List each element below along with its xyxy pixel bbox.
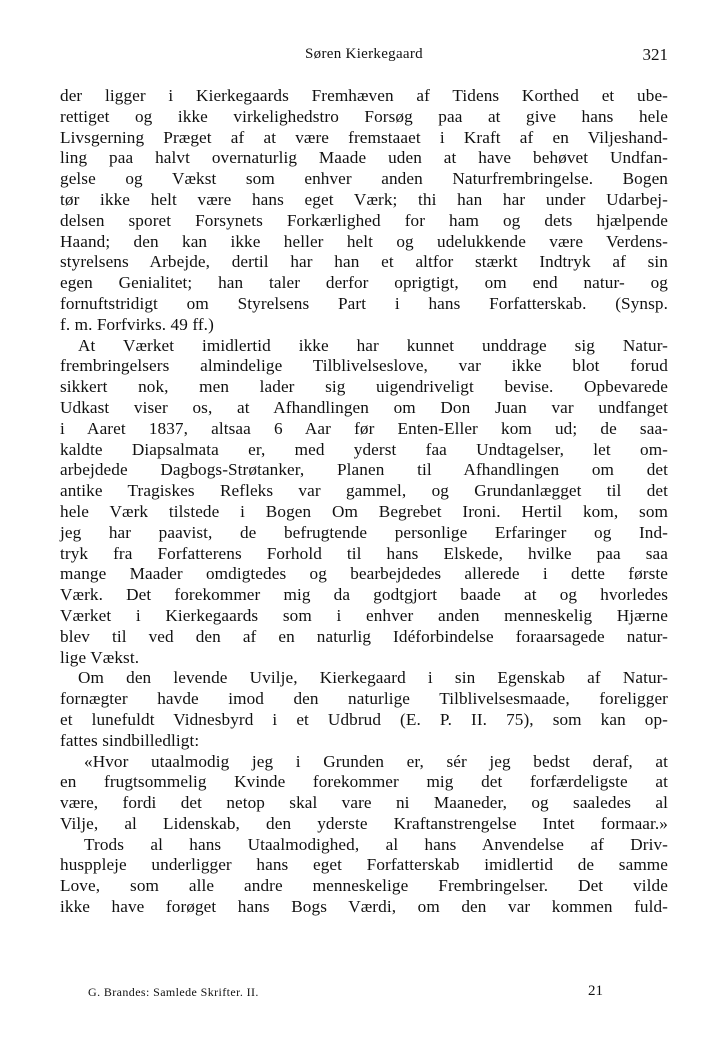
quotation <box>60 752 668 835</box>
text-line: hele Værk tilstede i Bogen Om Begrebet Ironi. Hertil kom, som <box>60 501 668 521</box>
running-title: Søren Kierkegaard <box>305 46 423 62</box>
text-line: husppleje underligger hans eget Forfatterskab imidlertid de samme <box>60 855 668 875</box>
text-line: tør ikke helt være hans eget Værk; thi han har under Udarbej- <box>60 189 668 209</box>
quote-line: Vilje, al Lidenskab, den yderste Kraftanstrengelse Intet formaar.» <box>60 813 668 833</box>
text-line: egen Genialitet; han taler derfor oprigtigt, om end natur- og <box>60 273 668 293</box>
text-line: fornuftstridigt om Styrelsens Part i hans Forfatterskab. (Synsp. <box>60 293 668 313</box>
body-text <box>60 86 668 918</box>
text-line: gelse og Vækst som enhver anden Naturfrembringelse. Bogen <box>60 169 668 189</box>
text-line: Værk. Det forekommer mig da godtgjort baade at og hvorledes <box>60 585 668 605</box>
quote-line: «Hvor utaalmodig jeg i Grunden er, sér jeg bedst deraf, at <box>84 751 668 771</box>
text-line: i Aaret 1837, altsaa 6 Aar før Enten-Eller kom ud; de saa- <box>60 418 668 438</box>
text-line: delsen sporet Forsynets Forkærlighed for ham og dets hjælpende <box>60 210 668 230</box>
text-line: rettiget og ikke virkelighedstro Forsøg paa at give hans hele <box>60 106 668 126</box>
text-line: antike Tragiskes Refleks var gammel, og Grundanlægget til det <box>60 481 668 501</box>
signature-mark: 21 <box>588 983 603 999</box>
text-line: frembringelsers almindelige Tilblivelseslove, var ikke blot forud <box>60 356 668 376</box>
text-line: Haand; den kan ikke heller helt og udelukkende være Verdens- <box>60 231 668 251</box>
page-number: 321 <box>642 45 668 64</box>
text-line: styrelsens Arbejde, dertil har han et altfor stærkt Indtryk af sin <box>60 252 668 272</box>
running-header <box>60 46 668 70</box>
text-line: blev til ved den af en naturlig Idéforbindelse foraarsagede natur- <box>60 626 668 646</box>
quote-line: en frugtsommelig Kvinde forekommer mig det forfærdeligste at <box>60 772 668 792</box>
text-line: At Værket imidlertid ikke har kunnet unddrage sig Natur- <box>78 335 668 355</box>
text-line: lige Vækst. <box>60 647 140 667</box>
page-footer <box>88 983 603 1005</box>
text-line: arbejdede Dagbogs-Strøtanker, Planen til Afhandlingen om det <box>60 460 668 480</box>
text-line: Trods al hans Utaalmodighed, al hans Anvendelse af Driv- <box>84 834 668 854</box>
footer-source: G. Brandes: Samlede Skrifter. II. <box>88 985 259 999</box>
text-line: Love, som alle andre menneskelige Frembringelser. Det vilde <box>60 876 668 896</box>
text-line: tryk fra Forfatterens Forhold til hans Elskede, hvilke paa saa <box>60 543 668 563</box>
text-line: sikkert nok, men lader sig uigendriveligt bevise. Opbevarede <box>60 377 668 397</box>
text-line: Værket i Kierkegaards som i enhver anden menneskelig Hjærne <box>60 605 668 625</box>
text-line: fattes sindbilledligt: <box>60 730 200 750</box>
text-line: kaldte Diapsalmata er, med yderst faa Undtagelser, let om- <box>60 439 668 459</box>
paragraph <box>60 86 668 336</box>
quote-line: være, fordi det netop skal vare ni Maaneder, og saaledes al <box>60 793 668 813</box>
text-line: ling paa halvt overnaturlig Maade uden at have behøvet Undfan- <box>60 148 668 168</box>
text-line: Livsgerning Præget af at være fremstaaet i Kraft af en Viljeshand- <box>60 127 668 147</box>
text-line: et lunefuldt Vidnesbyrd i et Udbrud (E. P. II. 75), som kan op- <box>60 709 668 729</box>
text-line: f. m. Forfvirks. 49 ff.) <box>60 314 214 334</box>
text-line: Udkast viser os, at Afhandlingen om Don Juan var undfanget <box>60 397 668 417</box>
text-line: mange Maader omdigtedes og bearbejdedes allerede i dette første <box>60 564 668 584</box>
text-line: jeg har paavist, de befrugtende personlige Erfaringer og Ind- <box>60 522 668 542</box>
text-line: der ligger i Kierkegaards Fremhæven af Tidens Korthed et ube- <box>60 86 668 105</box>
paragraph <box>60 835 668 918</box>
text-line: fornægter havde imod den naturlige Tilblivelsesmaade, foreligger <box>60 689 668 709</box>
text-line: ikke have forøget hans Bogs Værdi, om den var kommen fuld- <box>60 897 668 917</box>
paragraph <box>60 336 668 669</box>
text-line: Om den levende Uvilje, Kierkegaard i sin Egenskab af Natur- <box>78 668 668 688</box>
paragraph <box>60 668 668 751</box>
